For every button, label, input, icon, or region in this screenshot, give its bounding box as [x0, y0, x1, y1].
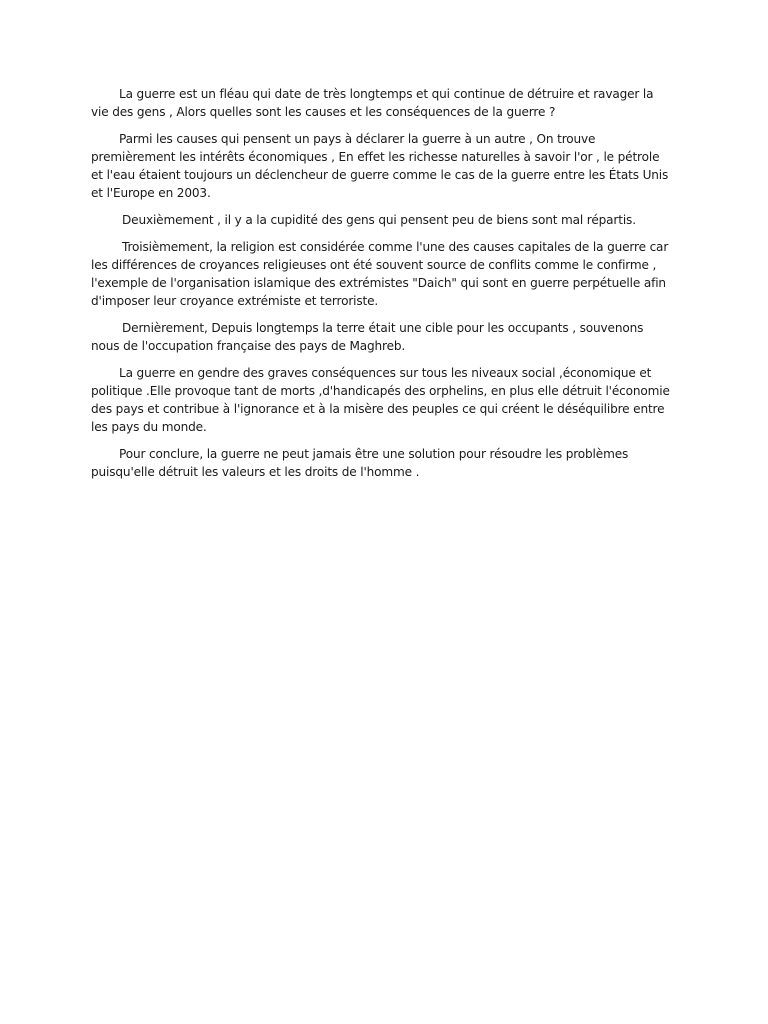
paragraph-intro: La guerre est un fléau qui date de très longtemps et qui continue de détruire et ravager la vie des gens , Alors quelles sont les causes et les conséquences de la guerre ?: [91, 87, 654, 119]
paragraph-conclusion: Pour conclure, la guerre ne peut jamais être une solution pour résoudre les problèmes puisqu'elle détruit les valeurs et les droits de l'homme .: [91, 447, 629, 479]
paragraph-consequences: La guerre en gendre des graves conséquences sur tous les niveaux social ,économique et politique .Elle provoque tant de morts ,d'handicapés des orphelins, en plus elle détruit l'économie des pays et contribue à l'ignorance et à la misère des peuples ce qui créent le déséquilibre entre les pays du monde.: [91, 366, 670, 434]
paragraph-religion: Troisièmement, la religion est considérée comme l'une des causes capitales de la guerre car les différences de croyances religieuses ont été souvent source de conflits comme le confirme , l'exemple de l'organisation islamique des extrémistes "Daich" qui sont en guerre perpétuelle afin d'imposer leur croyance extrémiste et terroriste.: [91, 240, 669, 308]
paragraph-occupation: Dernièrement, Depuis longtemps la terre était une cible pour les occupants , souvenons nous de l'occupation française des pays de Maghreb.: [91, 321, 644, 353]
document-body: [91, 86, 673, 491]
paragraph-economic-causes: Parmi les causes qui pensent un pays à déclarer la guerre à un autre , On trouve premièrement les intérêts économiques , En effet les richesse naturelles à savoir l'or , le pétrole et l'eau étaient toujours un déclencheur de guerre comme le cas de la guerre entre les États Unis et l'Europe en 2003.: [91, 132, 669, 200]
paragraph-greed: Deuxièmement , il y a la cupidité des gens qui pensent peu de biens sont mal répartis.: [122, 212, 636, 227]
